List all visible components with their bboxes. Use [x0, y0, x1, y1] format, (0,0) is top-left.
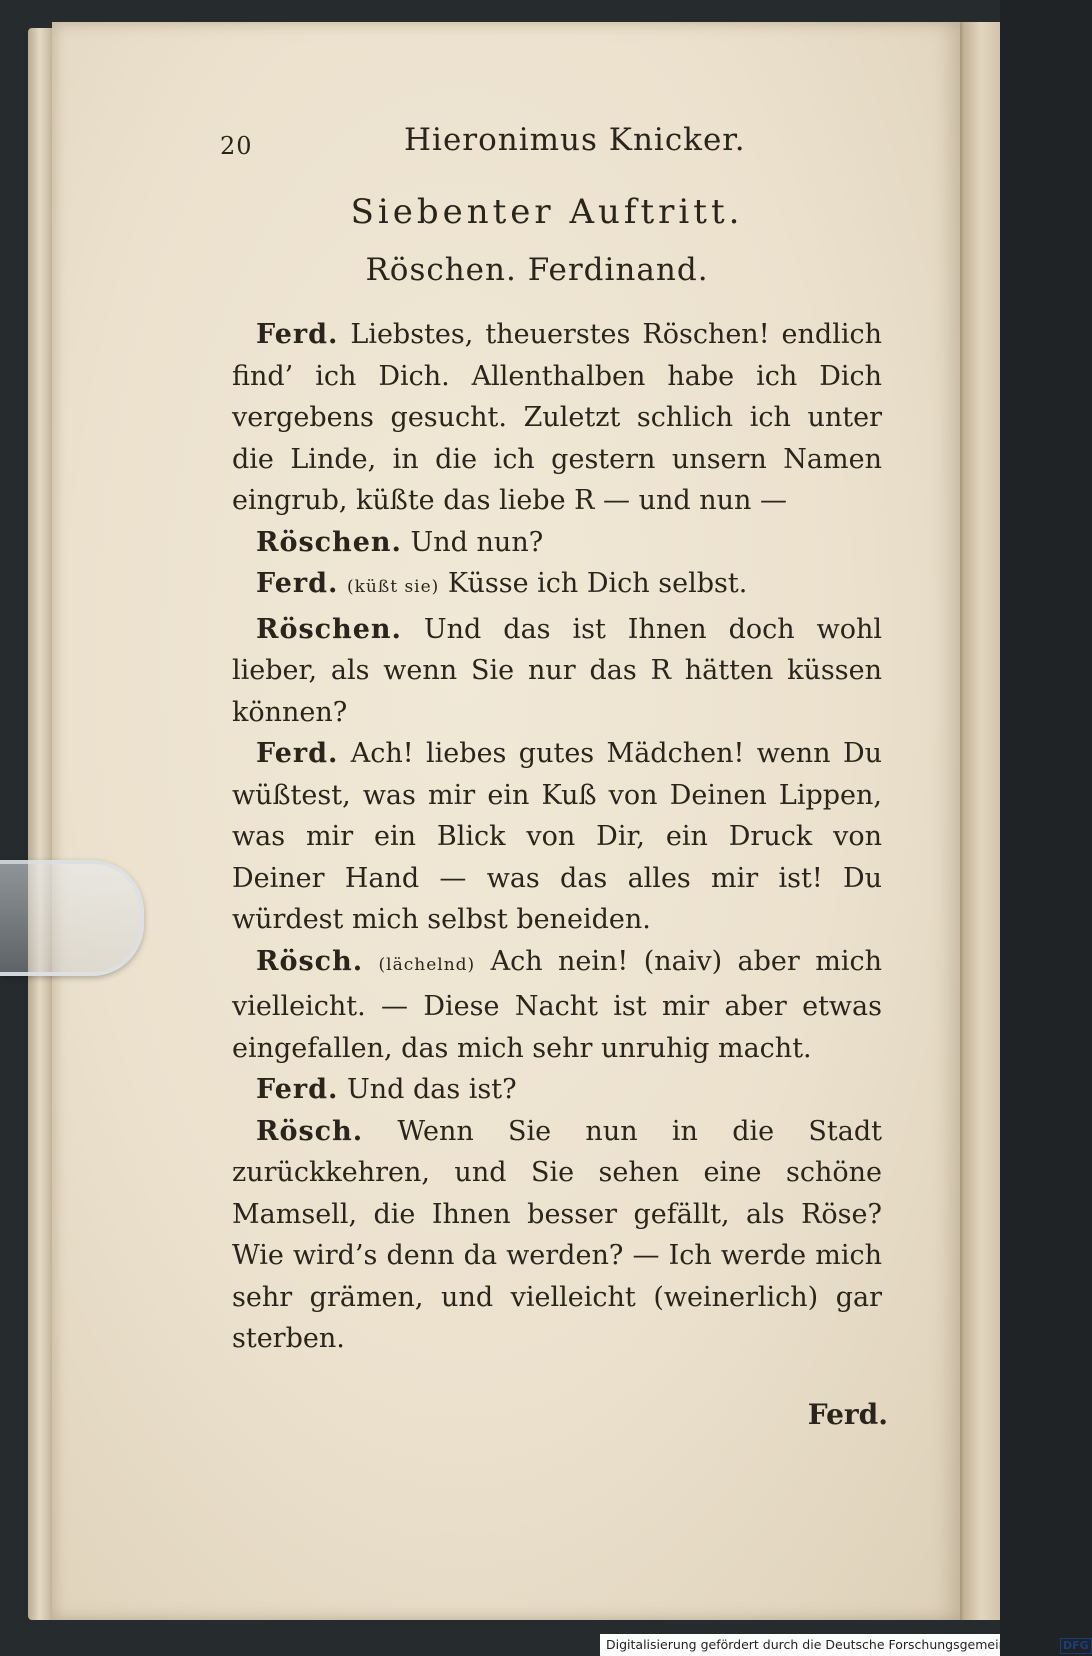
page-clip — [0, 860, 144, 976]
speech-2 — [232, 522, 882, 564]
page-number: 20 — [220, 132, 253, 160]
catchword: Ferd. — [807, 1397, 888, 1431]
dfg-logo-icon: DFG — [1060, 1638, 1092, 1654]
speech-1 — [232, 314, 882, 522]
speech-4 — [232, 609, 882, 734]
speech-text: Ach! liebes gutes Mädchen! wenn Du wüßtest, was mir ein Kuß von Deinen Lippen, was mir ein Blick von Dir, ein Druck von Deiner Hand — was das alles mir ist! Du würdest mich selbst beneiden. — [232, 738, 882, 935]
stage-direction: (küßt sie) — [346, 577, 440, 597]
speech-6 — [232, 941, 882, 1070]
speech-text: Küsse ich Dich selbst. — [447, 568, 748, 599]
speech-3 — [232, 563, 882, 609]
speech-text: Liebstes, theuerstes Röschen! endlich find’ ich Dich. Allenthalben habe ich Dich vergebens gesucht. Zuletzt schlich ich unter die Linde, in die ich gestern unsern Namen eingrub, küßte das liebe R — und nun — — [232, 319, 882, 516]
speaker: Rösch. — [256, 945, 364, 977]
speech-text: Und das ist? — [346, 1074, 517, 1105]
scene-persons: Röschen. Ferdinand. — [365, 252, 709, 288]
scene-heading: Siebenter Auftritt. — [350, 192, 744, 232]
speaker: Ferd. — [256, 1074, 339, 1105]
speaker: Röschen. — [256, 526, 402, 558]
speaker: Ferd. — [256, 738, 339, 769]
stage-direction: (lächelnd) — [378, 954, 476, 975]
speech-text: Und das ist Ihnen doch wohl lieber, als wenn Sie nur das R hätten küssen können? — [232, 613, 882, 728]
running-title: Hieronimus Knicker. — [404, 122, 746, 158]
speaker: Ferd. — [256, 568, 339, 599]
page-content — [220, 118, 888, 1431]
speech-5 — [232, 733, 882, 941]
running-head — [220, 118, 882, 168]
speech-7 — [232, 1069, 882, 1111]
dialogue — [232, 314, 882, 1360]
speech-8 — [232, 1111, 882, 1360]
speaker: Ferd. — [256, 319, 339, 350]
speech-text: Und nun? — [410, 526, 544, 558]
digitization-footer — [600, 1634, 1089, 1656]
speech-text: Wenn Sie nun in die Stadt zurückkehren, und Sie sehen eine schöne Mamsell, die Ihnen besser gefällt, als Röse? Wie wird’s denn da werden? — Ich werde mich sehr grämen, und vielleicht (weinerlich) gar sterben. — [232, 1115, 882, 1354]
footer-text: Digitalisierung gefördert durch die Deutsche Forschungsgemeinschaft - — [606, 1637, 1054, 1652]
speaker: Röschen. — [256, 613, 402, 645]
speech-text: Ach nein! (naiv) aber mich vielleicht. — Diese Nacht ist mir aber etwas eingefallen, das mich sehr unruhig macht. — [232, 945, 882, 1064]
speaker: Rösch. — [256, 1115, 364, 1147]
